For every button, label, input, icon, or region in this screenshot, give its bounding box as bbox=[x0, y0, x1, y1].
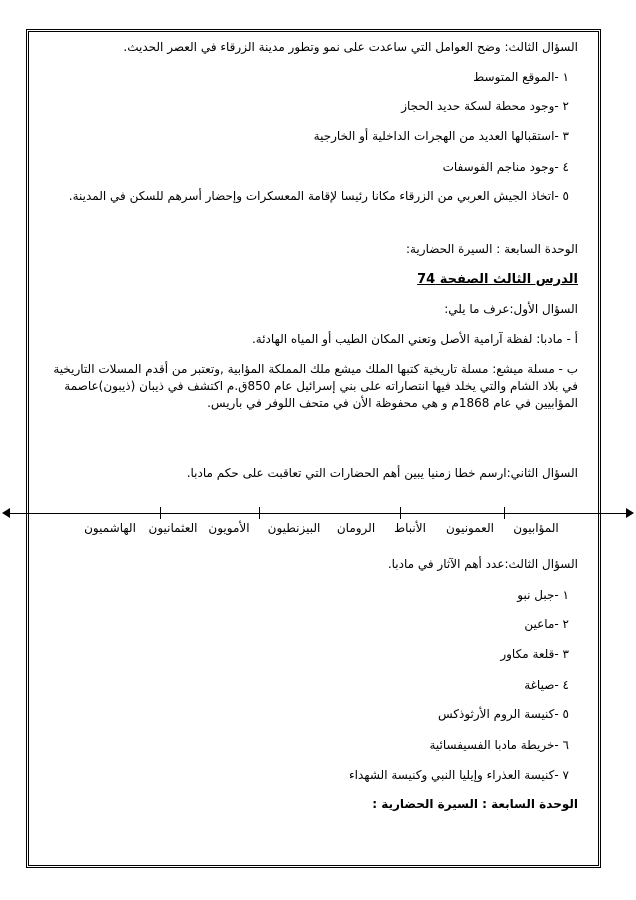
timeline-label: الهاشميون bbox=[84, 521, 136, 535]
timeline-arrow-right bbox=[626, 508, 634, 518]
timeline-label: الأمويون bbox=[208, 521, 250, 535]
q2-title: السؤال الثاني:ارسم خطا زمنيا يبين أهم الحضارات التي تعاقبت على حكم مادبا. bbox=[186, 466, 578, 480]
q3b-item-2: ٢ -ماعين bbox=[524, 617, 569, 631]
timeline-label: العثمانيون bbox=[148, 521, 198, 535]
q3-item-3: ٣ -استقبالها العديد من الهجرات الداخلية أو الخارجية bbox=[313, 129, 569, 143]
timeline-label: البيزنطيون bbox=[267, 521, 321, 535]
q3-item-5: ٥ -اتخاذ الجيش العربي من الزرقاء مكانا رئيسا لإقامة المعسكرات وإحضار أسرهم للسكن في المدينة. bbox=[68, 189, 569, 203]
timeline-label: الرومان bbox=[336, 521, 376, 535]
q3-item-1: ١ -الموقع المتوسط bbox=[473, 70, 569, 84]
timeline-tick bbox=[259, 507, 260, 519]
timeline-arrow-left bbox=[2, 508, 10, 518]
q3b-item-6: ٦ -خريطة مادبا الفسيفسائية bbox=[429, 738, 569, 752]
timeline-label: المؤابيون bbox=[513, 521, 559, 535]
q1-a: أ - مادبا: لفظة آرامية الأصل وتعني المكان الطيب أو المياه الهادئة. bbox=[251, 332, 578, 346]
q3b-item-5: ٥ -كنيسة الروم الأرثوذكس bbox=[437, 707, 569, 721]
q3b-title: السؤال الثالث:عدد أهم الآثار في مادبا. bbox=[387, 557, 578, 571]
lesson-title: الدرس الثالث الصفحة 74 bbox=[417, 272, 578, 287]
timeline-tick bbox=[504, 507, 505, 519]
q3b-item-1: ١ -جبل نبو bbox=[517, 588, 569, 602]
q3b-item-4: ٤ -صياغة bbox=[524, 678, 569, 692]
q3-title: السؤال الثالث: وضح العوامل التي ساعدت على نمو وتطور مدينة الزرقاء في العصر الحديث. bbox=[123, 40, 578, 54]
q3-item-2: ٢ -وجود محطة لسكة حديد الحجاز bbox=[401, 99, 569, 113]
footer-heading: الوحدة السابعة : السيرة الحضارية : bbox=[372, 797, 578, 811]
timeline-tick bbox=[160, 507, 161, 519]
q3b-item-7: ٧ -كنيسة العذراء وإيليا النبي وكنيسة الشهداء bbox=[349, 768, 569, 782]
unit7-heading: الوحدة السابعة : السيرة الحضارية: bbox=[405, 242, 578, 256]
q3b-item-3: ٣ -قلعة مكاور bbox=[500, 647, 569, 661]
timeline-label: العمونيون bbox=[446, 521, 494, 535]
q3-item-4: ٤ -وجود مناجم الفوسفات bbox=[442, 160, 569, 174]
timeline-label: الأنباط bbox=[394, 521, 426, 535]
timeline-tick bbox=[400, 507, 401, 519]
timeline-axis bbox=[6, 513, 630, 514]
q1-title: السؤال الأول:عرف ما يلي: bbox=[444, 302, 578, 316]
q1-b: ب - مسلة ميشع: مسلة تاريخية كتبها الملك ميشع ملك المملكة المؤابية ,وتعتبر من أقدم المسلات التاريخية في بلاد الشام والتي يخلد فيها انتصاراته على بني إسرائيل عام 850ق.م اكتشف في ذيبان (ذيبون)عاصمة المؤابيين في عام 1868م و هي محفوظة الأن في متحف اللوفر في باريس. bbox=[53, 362, 578, 410]
